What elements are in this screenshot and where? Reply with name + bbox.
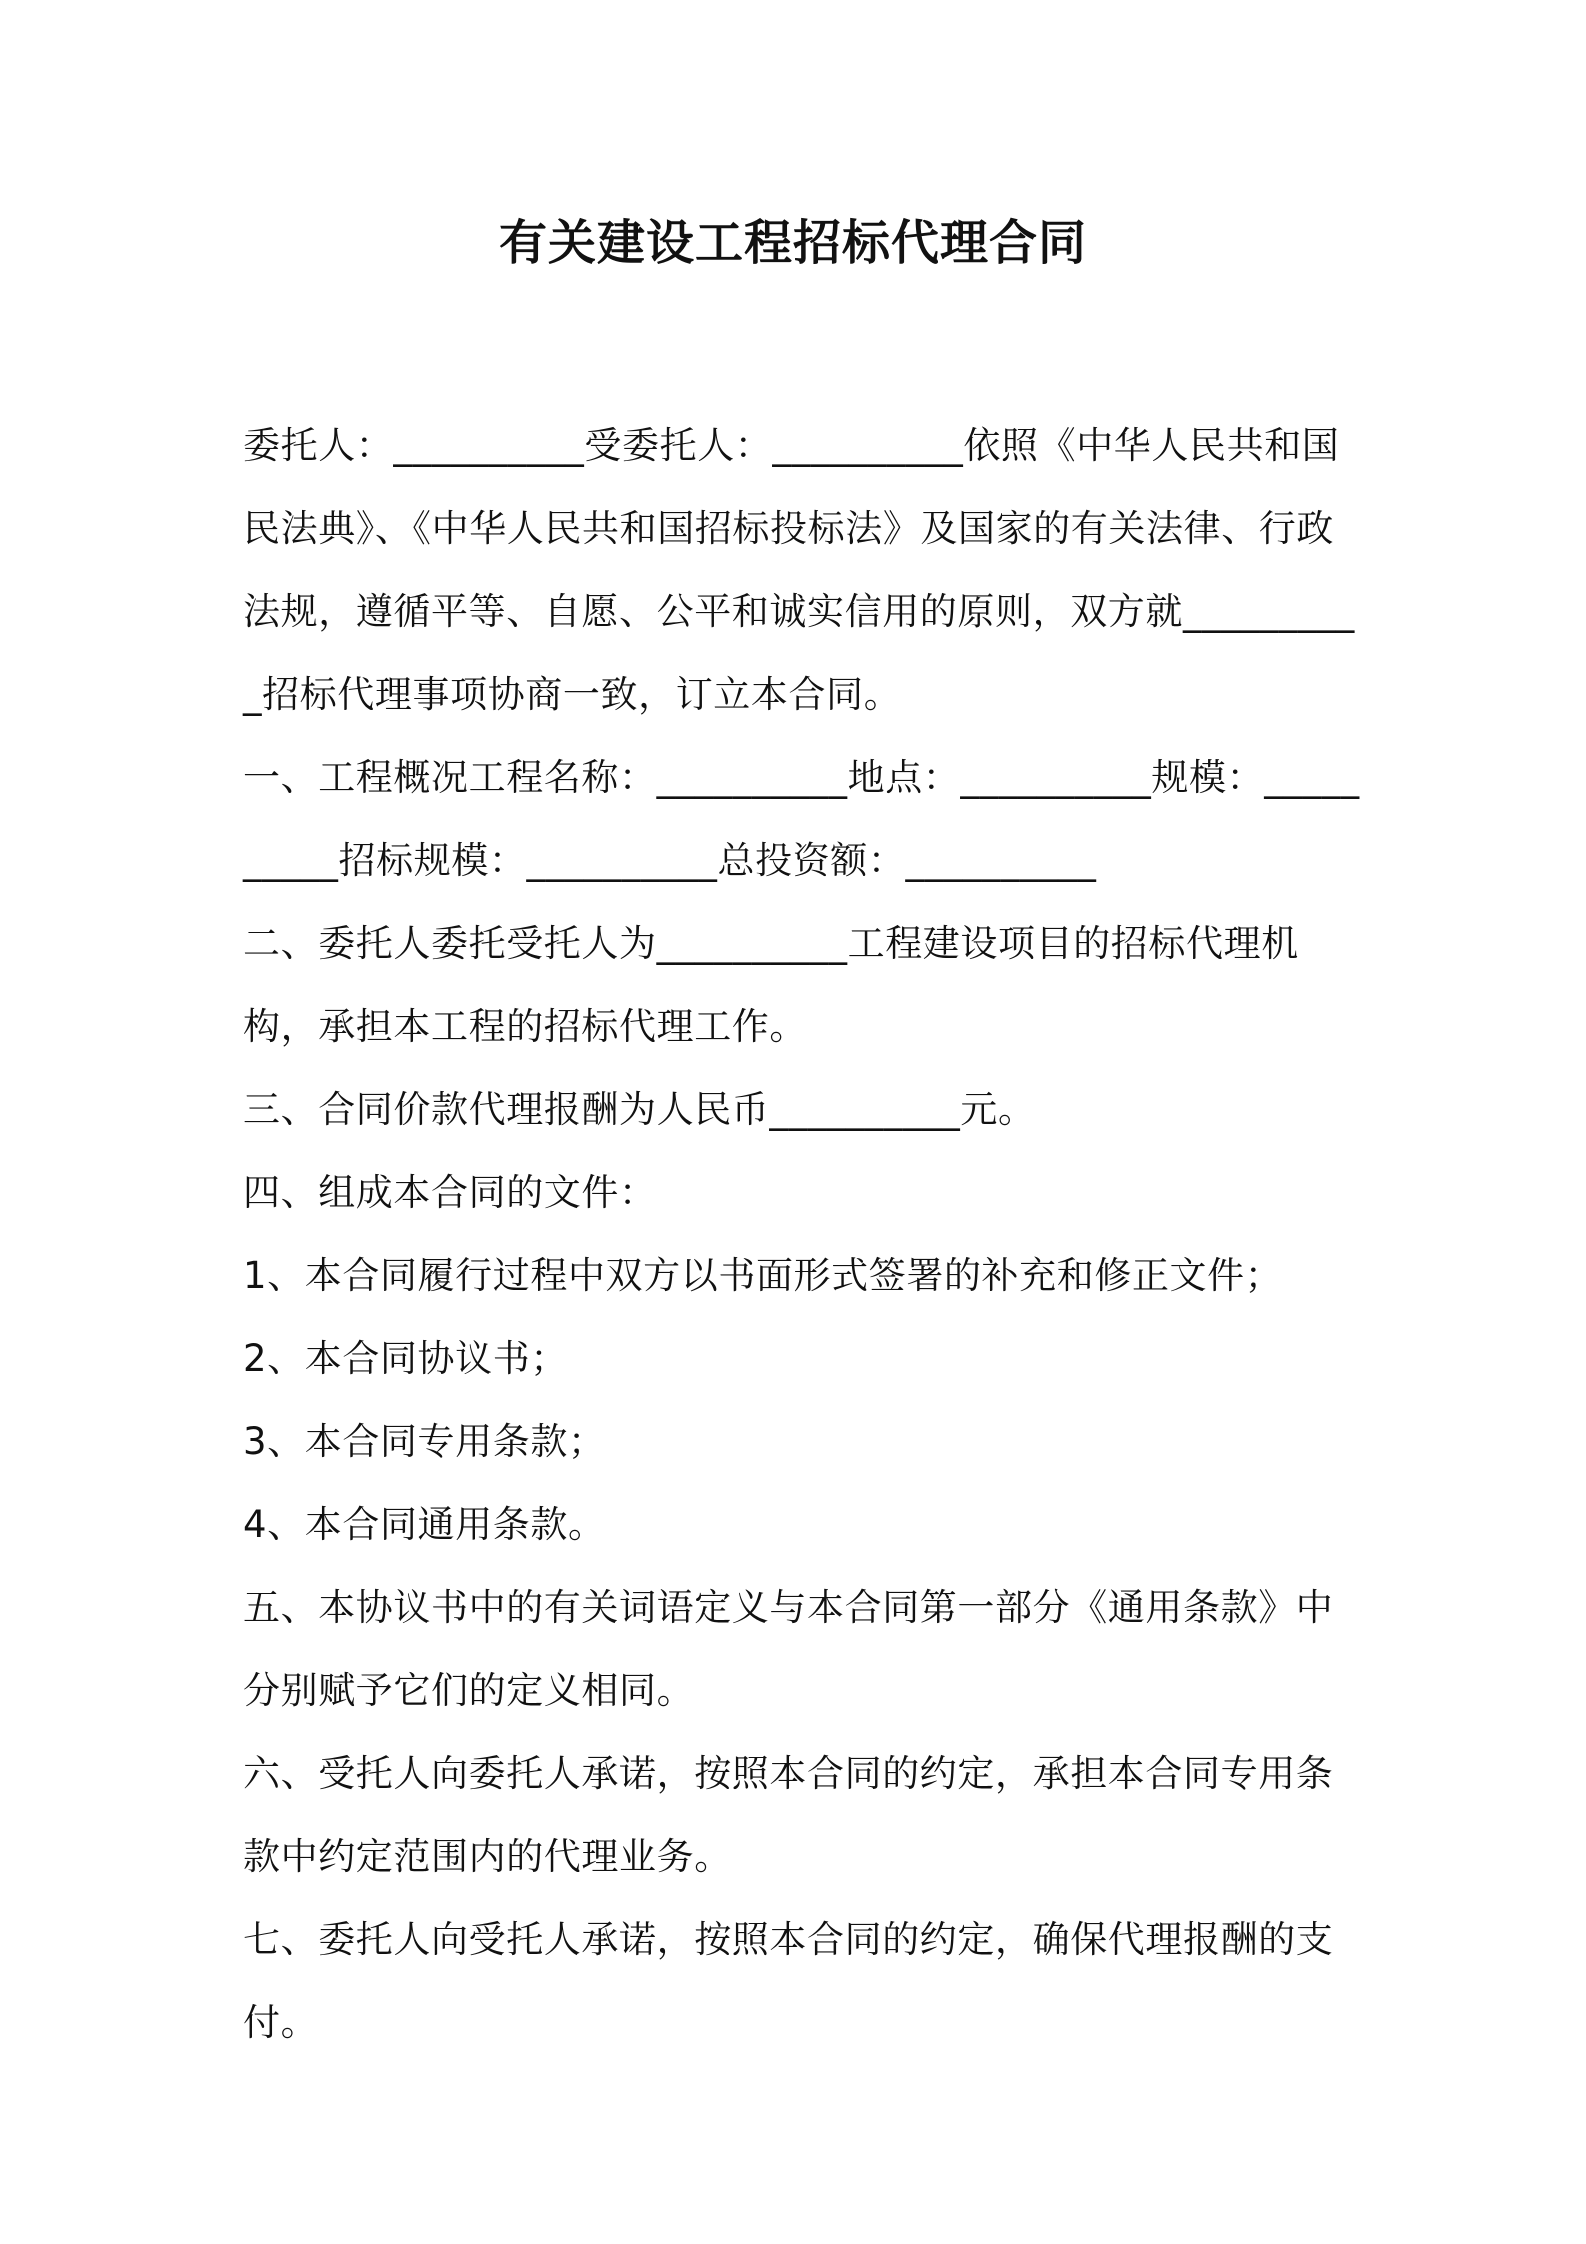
paragraph-definitions: 五、本协议书中的有关词语定义与本合同第一部分《通用条款》中分别赋予它们的定义相同。 xyxy=(243,1586,1334,1712)
paragraph-agent-commitment: 六、受托人向委托人承诺，按照本合同的约定，承担本合同专用条款中约定范围内的代理业务。 xyxy=(243,1752,1334,1878)
paragraph-client-commitment: 七、委托人向受托人承诺，按照本合同的约定，确保代理报酬的支付。 xyxy=(243,1918,1334,2044)
paragraph-contract-documents: 四、组成本合同的文件： xyxy=(243,1171,657,1214)
document-body xyxy=(243,404,1363,2064)
paragraph-contract-price: 三、合同价款代理报酬为人民币__________元。 xyxy=(243,1088,1036,1131)
paragraph-preamble: 委托人：__________受委托人：__________依照《中华人民共和国民法典》、《中华人民共和国招标投标法》及国家的有关法律、行政法规，遵循平等、自愿、公平和诚实信用的原则，双方就__________招标代理事项协商一致，订立本合同。 xyxy=(243,424,1355,716)
paragraph-project-overview: 一、工程概况工程名称：__________地点：__________规模：__________招标规模：__________总投资额：__________ xyxy=(243,756,1360,882)
paragraph-appointment: 二、委托人委托受托人为__________工程建设项目的招标代理机构，承担本工程的招标代理工作。 xyxy=(243,922,1299,1048)
document-title: 有关建设工程招标代理合同 xyxy=(498,215,1087,271)
list-item-document-1: 1、本合同履行过程中双方以书面形式签署的补充和修正文件； xyxy=(243,1254,1283,1297)
list-item-document-2: 2、本合同协议书； xyxy=(243,1337,568,1380)
list-item-document-4: 4、本合同通用条款。 xyxy=(243,1503,606,1546)
list-item-document-3: 3、本合同专用条款； xyxy=(243,1420,606,1463)
